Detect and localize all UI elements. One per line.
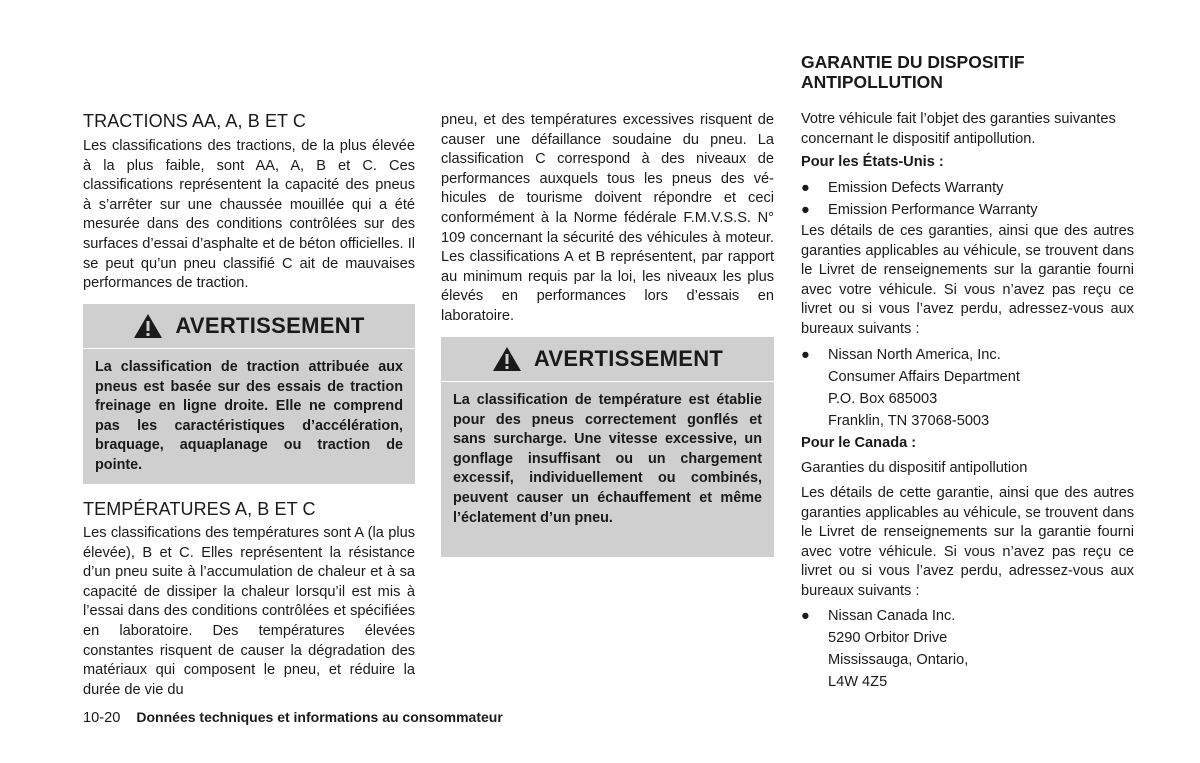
page-number: 10-20 — [83, 710, 121, 726]
bullet-icon: ● — [801, 180, 810, 196]
list-item-text: Emission Defects Warranty — [828, 180, 1004, 196]
paragraph-temperatures: Les classifications des températures sont A (la plus élevée), B et C. Elles représentent la résistance d’un pneu suite à l’accumulation de chaleur et à sa capacité de dissiper la chaleur lorsqu’il est mis à l’essai dans des conditions contrôlées et spécifiées en laboratoire. Des températures élevées constantes risquent de causer la dégradation des matériaux qui composent le pneu, et réduire la durée de vie du — [83, 525, 415, 698]
warning-title: AVERTISSEMENT — [533, 346, 724, 371]
bullet-icon: ● — [801, 202, 810, 218]
warning-body: La classification de traction attribuée aux pneus est basée sur des essais de traction freinage en ligne droite. Elle ne comprend pas les caractéristiques d’accélération, braquage, aquaplanage ou traction de pointe. — [95, 359, 403, 473]
address-line: Franklin, TN 37068-5003 — [828, 413, 990, 429]
address-line: Mississauga, Ontario, — [828, 652, 969, 668]
warning-header — [441, 337, 774, 381]
paragraph-garantie-intro: Votre véhicule fait l’objet des garanties suivantes concernant le dispositif antipollution. — [801, 111, 1116, 147]
label-canada: Pour le Canada : — [801, 435, 917, 451]
paragraph-tractions: Les classifications des tractions, de la plus élevée à la plus faible, sont AA, A, B et C. Ces classifications représentent la capacité des pneus à s’arrêter sur une chaussée mouillée qui a été mesurée dans des conditions contrôlées sur des surfaces d’essai d’asphalte et de béton officielles. Il se peut qu’un pneu classifié C ait de mauvaises performances de traction. — [83, 138, 415, 292]
address-line: Nissan Canada Inc. — [828, 608, 956, 624]
warning-box-temperature — [441, 337, 774, 557]
address-line: Nissan North America, Inc. — [828, 347, 1001, 363]
warning-box-traction — [83, 304, 415, 484]
paragraph-temperatures-cont: pneu, et des températures excessives risquent de causer une défaillance soudaine du pneu. La classification C correspond à des niveaux de performances auxquels tous les pneus des véhicules de tourisme doivent répondre et ceci conformément à la Norme fédérale F.M.V.S.S. N° 109 concernant la sécurité des véhicules à moteur. Les classifications A et B représentent, par rapport au minimum requis par la loi, les niveaux les plus élevés en performances lors d’essais en laboratoire. — [441, 112, 774, 324]
heading-garantie: GARANTIE DU DISPOSITIF ANTIPOLLUTION — [801, 52, 1025, 92]
warning-body: La classification de température est établie pour des pneus correctement gonflés et sans surcharge. Une vitesse excessive, un gonflage insuffisant ou un chargement excessif, individuellement ou combinés, peuvent causer un échauffement et même l’éclatement d’un pneu. — [453, 392, 762, 526]
address-line: L4W 4Z5 — [828, 674, 888, 690]
list-item-text: Emission Performance Warranty — [828, 202, 1038, 218]
address-line: Consumer Affairs Department — [828, 369, 1020, 385]
bullet-icon: ● — [801, 608, 810, 624]
page-footer — [83, 709, 503, 726]
warning-triangle-icon — [133, 313, 163, 339]
paragraph-garantie-details-us: Les détails de ces garanties, ainsi que des autres garanties applicables au véhicule, se trouvent dans le Livret de renseignements sur la garantie fourni avec votre véhicule. Si vous n’avez pas reçu ce livret ou si vous l’avez perdu, adressez-vous aux bureaux suivants : — [801, 223, 1134, 337]
text-canada-garanties: Garanties du dispositif antipollution — [801, 460, 1028, 476]
label-etats-unis: Pour les États-Unis : — [801, 154, 944, 170]
paragraph-garantie-details-ca: Les détails de cette garantie, ainsi que des autres garanties applicables au véhicule, se trouvent dans le Livret de renseignements sur la garantie fourni avec votre véhicule. Si vous n’avez pas reçu ce livret ou si vous l’avez perdu, adressez-vous aux bureaux suivants : — [801, 485, 1134, 599]
footer-title: Données techniques et informations au consommateur — [136, 709, 503, 725]
warning-title: AVERTISSEMENT — [175, 313, 365, 338]
heading-tractions: TRACTIONS AA, A, B ET C — [83, 111, 307, 131]
bullet-icon: ● — [801, 347, 810, 363]
warning-header — [83, 304, 415, 348]
warning-triangle-icon — [492, 346, 522, 372]
address-line: 5290 Orbitor Drive — [828, 630, 948, 646]
heading-temperatures: TEMPÉRATURES A, B ET C — [83, 499, 316, 519]
address-line: P.O. Box 685003 — [828, 391, 938, 407]
